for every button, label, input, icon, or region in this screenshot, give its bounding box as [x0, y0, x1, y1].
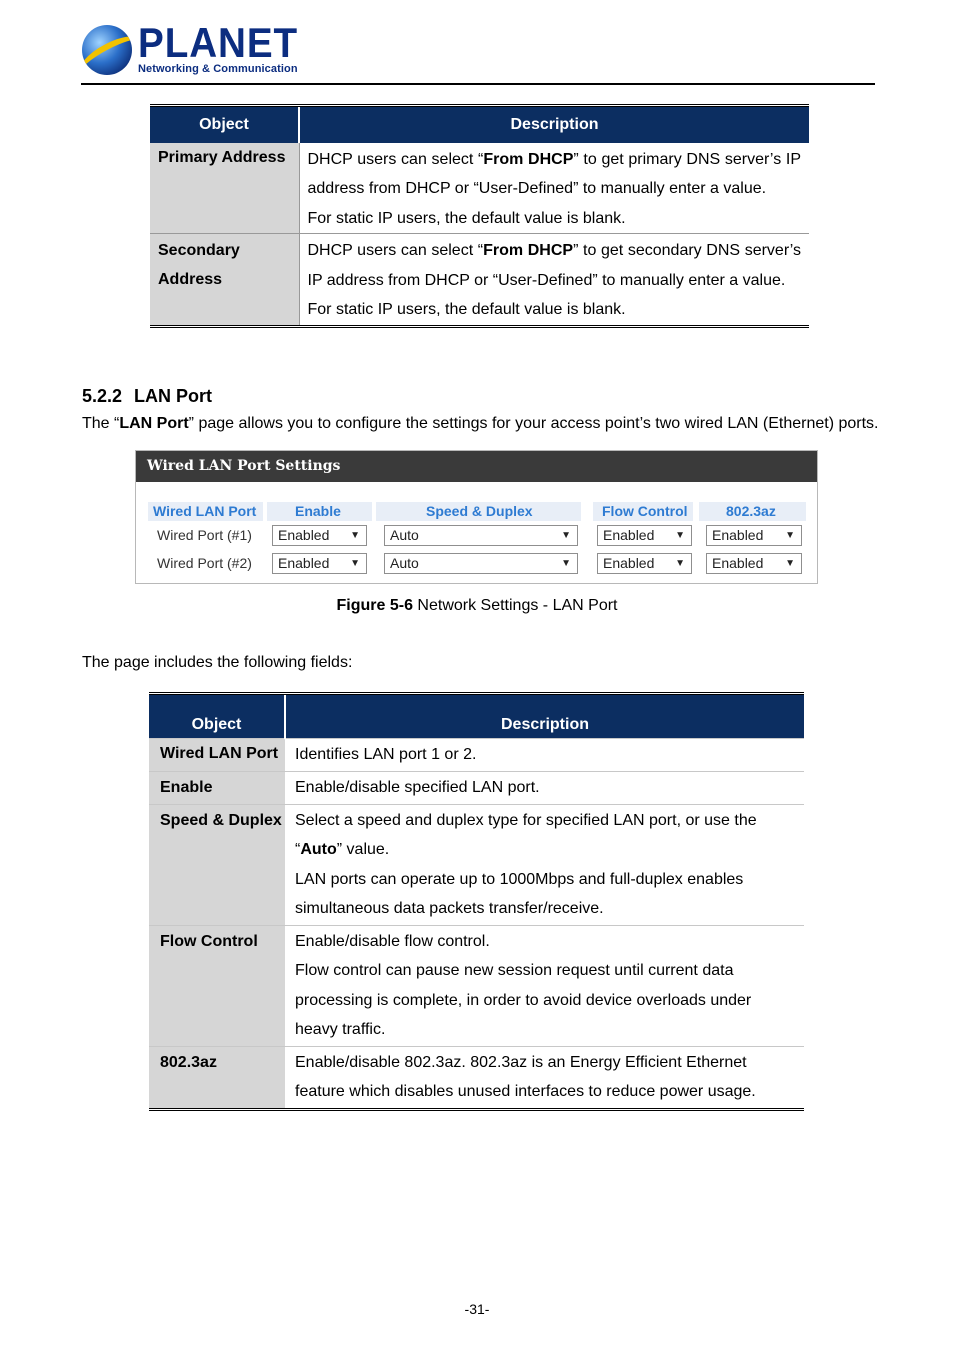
column-header-port: Wired LAN Port — [153, 503, 257, 519]
table-row-object: Flow Control — [149, 925, 285, 1046]
chevron-down-icon: ▼ — [350, 558, 360, 569]
port-label: Wired Port (#1) — [157, 527, 252, 543]
page-number: -31- — [464, 1301, 490, 1317]
chevron-down-icon: ▼ — [561, 530, 571, 541]
table-row-object: Primary Address — [150, 143, 299, 234]
table-header-description: Description — [285, 694, 804, 739]
section-intro: The “LAN Port” page allows you to configure the settings for your access point’s two wired LAN (Ethernet) ports. — [82, 415, 879, 432]
table-row-description: Enable/disable specified LAN port. — [285, 771, 804, 804]
column-header-flow: Flow Control — [602, 503, 688, 519]
chevron-down-icon: ▼ — [785, 530, 795, 541]
brand-logo-text: PLANET — [138, 19, 299, 66]
lan-port-settings-screenshot — [135, 450, 818, 584]
flow-control-select[interactable]: Enabled ▼ — [597, 525, 692, 546]
port-label: Wired Port (#2) — [157, 555, 252, 571]
table-row-object: Wired LAN Port — [149, 739, 285, 772]
table-row-description: Enable/disable 802.3az. 802.3az is an Energy Efficient Ethernet feature which disables unused interfaces to reduce power usage. — [285, 1046, 804, 1109]
table-header-object: Object — [150, 106, 299, 143]
flow-control-select[interactable]: Enabled ▼ — [597, 553, 692, 574]
enable-select[interactable]: Enabled ▼ — [272, 525, 367, 546]
panel-title: Wired LAN Port Settings — [136, 451, 817, 482]
table-header-object: Object — [149, 694, 285, 739]
speed-duplex-select[interactable]: Auto ▼ — [384, 525, 578, 546]
table-row-description: Identifies LAN port 1 or 2. — [285, 739, 804, 772]
table-row-description: Enable/disable flow control. Flow control can pause new session request until current data processing is complete, in order to avoid device overloads under heavy traffic. — [285, 925, 804, 1046]
table-row-object: 802.3az — [149, 1046, 285, 1109]
enable-select[interactable]: Enabled ▼ — [272, 553, 367, 574]
az-select[interactable]: Enabled ▼ — [706, 525, 802, 546]
column-header-speed: Speed & Duplex — [426, 503, 533, 519]
chevron-down-icon: ▼ — [675, 530, 685, 541]
chevron-down-icon: ▼ — [785, 558, 795, 569]
column-header-enable: Enable — [295, 503, 341, 519]
table-row-object: Enable — [149, 771, 285, 804]
table-row-description: DHCP users can select “From DHCP” to get secondary DNS server’s IP address from DHCP or “User-Defined” to manually enter a value. For static IP users, the default value is blank. — [307, 242, 802, 318]
table-header-description: Description — [299, 106, 809, 143]
brand-tagline: Networking & Communication — [138, 63, 298, 75]
az-select[interactable]: Enabled ▼ — [706, 553, 802, 574]
table-row-description: DHCP users can select “From DHCP” to get primary DNS server’s IP address from DHCP or “User-Defined” to manually enter a value. For static IP users, the default value is blank. — [307, 150, 801, 227]
dns-fields-table — [150, 104, 809, 328]
table-row-object: Speed & Duplex — [149, 804, 285, 925]
lan-port-fields-table — [149, 692, 804, 1111]
chevron-down-icon: ▼ — [561, 558, 571, 569]
figure-caption: Figure 5-6 Network Settings - LAN Port — [336, 597, 618, 614]
chevron-down-icon: ▼ — [350, 530, 360, 541]
header-rule — [81, 83, 875, 85]
section-heading: 5.2.2 LAN Port — [82, 386, 213, 406]
speed-duplex-select[interactable]: Auto ▼ — [384, 553, 578, 574]
planet-logo-globe-icon — [82, 25, 132, 75]
table-row-object: Secondary Address — [150, 234, 299, 327]
fields-intro: The page includes the following fields: — [82, 654, 353, 671]
table-row-description: Select a speed and duplex type for specified LAN port, or use the “Auto” value. LAN ports can operate up to 1000Mbps and full-duplex enables simultaneous data packets transfer/receive. — [285, 804, 804, 925]
column-header-az: 802.3az — [726, 503, 776, 519]
chevron-down-icon: ▼ — [675, 558, 685, 569]
